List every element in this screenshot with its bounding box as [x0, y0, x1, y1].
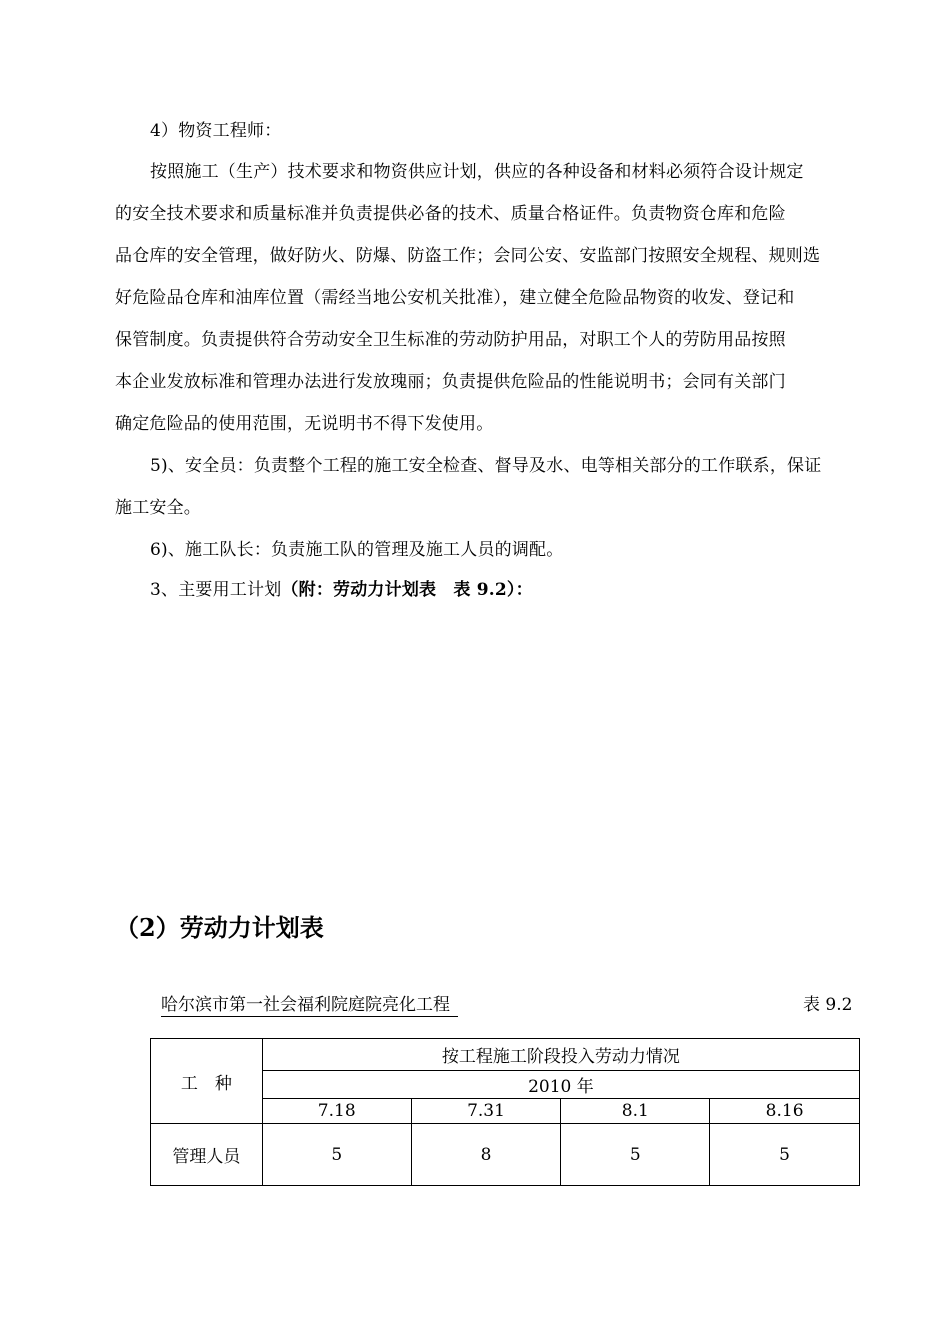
value-cell: 8	[411, 1124, 561, 1186]
phase-header-cell: 按工程施工阶段投入劳动力情况	[262, 1039, 859, 1071]
text-line: 品仓库的安全管理，做好防火、防爆、防盗工作；会同公安、安监部门按照安全规程、规则选	[115, 246, 821, 266]
heading-team-leader: 6)、施工队长：负责施工队的管理及施工人员的调配。	[150, 540, 564, 560]
table-number: 表 9.2	[803, 995, 853, 1015]
labor-plan-prefix: 3、主要用工计划	[150, 580, 282, 600]
text-line: 好危险品仓库和油库位置（需经当地公安机关批准），建立健全危险品物资的收发、登记和	[115, 288, 795, 308]
project-name: 哈尔滨市第一社会福利院庭院亮化工程	[161, 990, 458, 1017]
labor-plan-line	[150, 579, 533, 601]
heading-safety-officer: 5)、安全员：负责整个工程的施工安全检查、督导及水、电等相关部分的工作联系，保证	[150, 456, 822, 476]
heading-material-engineer: 4）物资工程师：	[150, 121, 282, 141]
text-line: 保管制度。负责提供符合劳动安全卫生标准的劳动防护用品，对职工个人的劳防用品按照	[115, 330, 786, 350]
type-header-cell: 工 种	[151, 1039, 263, 1124]
text-line: 的安全技术要求和质量标准并负责提供必备的技术、质量合格证件。负责物资仓库和危险	[115, 204, 786, 224]
value-cell: 5	[561, 1124, 710, 1186]
text-line: 本企业发放标准和管理办法进行发放瑰丽；负责提供危险品的性能说明书；会同有关部门	[115, 372, 786, 392]
date-cell: 8.1	[561, 1099, 710, 1124]
date-cell: 8.16	[710, 1099, 860, 1124]
labor-plan-table	[150, 1038, 860, 1186]
value-cell: 5	[262, 1124, 411, 1186]
date-cell: 7.18	[262, 1099, 411, 1124]
text-line: 按照施工（生产）技术要求和物资供应计划，供应的各种设备和材料必须符合设计规定	[150, 162, 804, 182]
text-line: 施工安全。	[115, 498, 201, 518]
labor-plan-reference: （附：劳动力计划表 表 9.2）：	[281, 580, 533, 600]
section-title: （2）劳动力计划表	[115, 913, 324, 942]
date-cell: 7.31	[411, 1099, 561, 1124]
year-cell: 2010 年	[262, 1071, 859, 1099]
table-row	[151, 1124, 860, 1186]
table-header-row	[151, 1039, 860, 1071]
text-line: 确定危险品的使用范围，无说明书不得下发使用。	[115, 414, 494, 434]
value-cell: 5	[710, 1124, 860, 1186]
type-cell: 管理人员	[151, 1124, 263, 1186]
